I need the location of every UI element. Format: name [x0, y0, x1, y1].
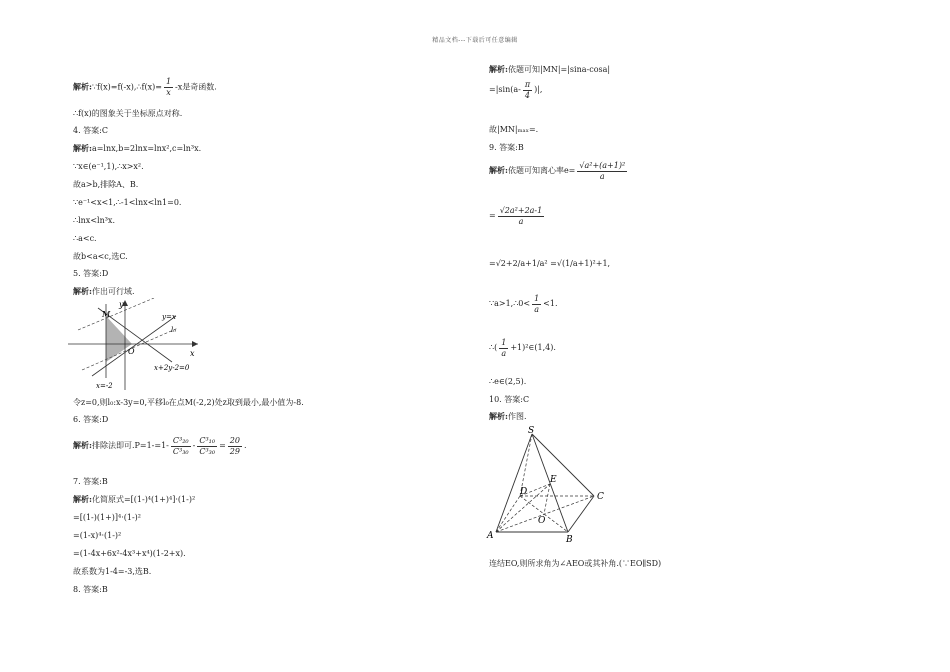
fraction-1-over-a-1: $\frac{1}{a}$	[534, 293, 540, 314]
q8-analysis-line2: =|sin(a- $\frac{\pi}{4}$ )|,	[489, 79, 543, 100]
xm2-label: x=-2	[96, 382, 113, 390]
q10-answer: 10. 答案:C	[489, 395, 530, 404]
vertex-C-label: C	[597, 492, 604, 502]
fraction-sqrt-over-a-1: $\frac{\text{√a²+(a+1)²}}{a}$	[579, 160, 626, 181]
origin-label: O	[128, 347, 135, 356]
fraction-c10-over-c30: $\frac{\text{C³₁₀}}{\text{C³₃₀}}$	[199, 435, 216, 456]
q4-answer: 4. 答案:C	[73, 126, 108, 135]
edge-SC	[532, 434, 594, 496]
q9-analysis-line6: ∴e∈(2,5).	[489, 377, 527, 386]
x-axis-arrow	[192, 341, 198, 347]
q4-analysis-line2: ∵x∈(e⁻¹,1),∴x>x².	[73, 162, 144, 171]
q5-analysis-line1: 解析:作出可行域.	[73, 286, 135, 296]
yx-label: y=x	[162, 313, 176, 321]
vertex-B-label: B	[566, 535, 573, 544]
q3-analysis-line2: ∴f(x)的图象关于坐标原点对称.	[73, 109, 183, 118]
q6-answer: 6. 答案:D	[73, 415, 109, 424]
fraction-1-over-a-2: $\frac{1}{a}$	[501, 337, 507, 358]
q8-analysis-line3: 故|MN|ₘₐₓ=.	[489, 125, 539, 134]
q4-analysis-line3: 故a>b,排除A、B.	[73, 180, 139, 189]
edge-BC	[568, 496, 594, 532]
q7-analysis-line3: =(1-x)⁴·(1-)²	[73, 531, 122, 540]
q9-analysis-line4: ∵a>1,∴0< $\frac{1}{a}$ <1.	[489, 293, 558, 314]
l0-label: l₀	[171, 326, 177, 334]
point-E-label: E	[550, 475, 557, 485]
q7-analysis-line5: 故系数为1-4=-3,选B.	[73, 567, 152, 576]
fraction-20-over-29: $\frac{20}{29}$	[229, 435, 240, 456]
q5-answer: 5. 答案:D	[73, 269, 109, 278]
q4-analysis-line1: 解析:a=lnx,b=2lnx=lnx²,c=ln³x.	[73, 143, 202, 153]
page-header: 精品文档---下载后可任意编辑	[432, 37, 518, 44]
q4-analysis-line5: ∴lnx<ln³x.	[73, 216, 115, 225]
dashed-line-upper	[78, 298, 154, 330]
fraction-1-over-x: $\frac{1}{x}$	[165, 77, 172, 97]
fraction-sqrt-over-a-2: $\frac{\text{√2a²+2a-1}}{a}$	[499, 205, 543, 226]
q9-analysis-line5: ∴( $\frac{1}{a}$ +1)²∈(1,4).	[489, 337, 556, 358]
q9-analysis-line2: = $\frac{\text{√2a²+2a-1}}{a}$	[489, 205, 543, 226]
pyramid-figure	[484, 424, 614, 544]
q9-analysis-line3: =√2+2/a+1/a² =√(1/a+1)²+1,	[489, 259, 611, 268]
q10-analysis-line2: 连结EO,则所求角为∠AEO或其补角.(∵EO∥SD)	[489, 559, 662, 568]
feasible-region-graph	[68, 298, 203, 392]
line2-label: x+2y-2=0	[154, 364, 190, 372]
diagonal-AC	[496, 496, 594, 532]
x-axis-label: x	[190, 349, 195, 358]
q7-analysis-line2: =[(1-)(1+)]⁴·(1-)²	[73, 513, 142, 522]
q3-analysis-line1: 解析:∵f(x)=f(-x),∴f(x)= $\frac{1}{x}$ -x是奇函数.	[73, 77, 217, 97]
q7-analysis-line4: =(1-4x+6x²-4x³+x⁴)(1-2+x).	[73, 549, 186, 558]
q4-analysis-line6: ∴a<c.	[73, 234, 97, 243]
q8-answer: 8. 答案:B	[73, 585, 108, 594]
q5-analysis-line2: 令z=0,则l₀:x-3y=0,平移l₀在点M(-2,2)处z取到最小,最小值为-8.	[73, 398, 304, 407]
q10-analysis-line1: 解析:作图.	[489, 411, 527, 421]
q7-answer: 7. 答案:B	[73, 477, 108, 486]
q9-answer: 9. 答案:B	[489, 143, 524, 152]
q6-analysis: 解析:排除法即可.P=1-=1- $\frac{\text{C³₂₀}}{\text{C³₃₀}}$ - $\frac{\text{C³₁₀}}{\text{C³₃₀}}$ = $\frac{20}{29}$ .	[73, 435, 247, 456]
point-M-label: M	[102, 310, 111, 319]
q4-analysis-line4: ∵e⁻¹<x<1,∴-1<lnx<ln1=0.	[73, 198, 182, 207]
fraction-pi-over-4: $\frac{\pi}{4}$	[524, 79, 531, 100]
edge-SA	[496, 434, 532, 532]
fraction-c20-over-c30: $\frac{\text{C³₂₀}}{\text{C³₃₀}}$	[172, 435, 189, 456]
q4-analysis-line7: 故b<a<c,选C.	[73, 252, 128, 261]
vertex-A-label: A	[487, 531, 494, 541]
q7-analysis-line1: 解析:化简原式=[(1-)⁴(1+)⁴]·(1-)²	[73, 494, 196, 504]
q8-analysis-line1: 解析:依题可知|MN|=|sina-cosa|	[489, 64, 611, 74]
point-O-label: O	[538, 516, 546, 526]
q9-analysis-line1: 解析:依题可知离心率e= $\frac{\text{√a²+(a+1)²}}{a}$	[489, 160, 626, 181]
y-axis-label: y	[119, 300, 124, 309]
vertex-D-label: D	[520, 487, 528, 497]
vertex-S-label: S	[528, 426, 535, 436]
